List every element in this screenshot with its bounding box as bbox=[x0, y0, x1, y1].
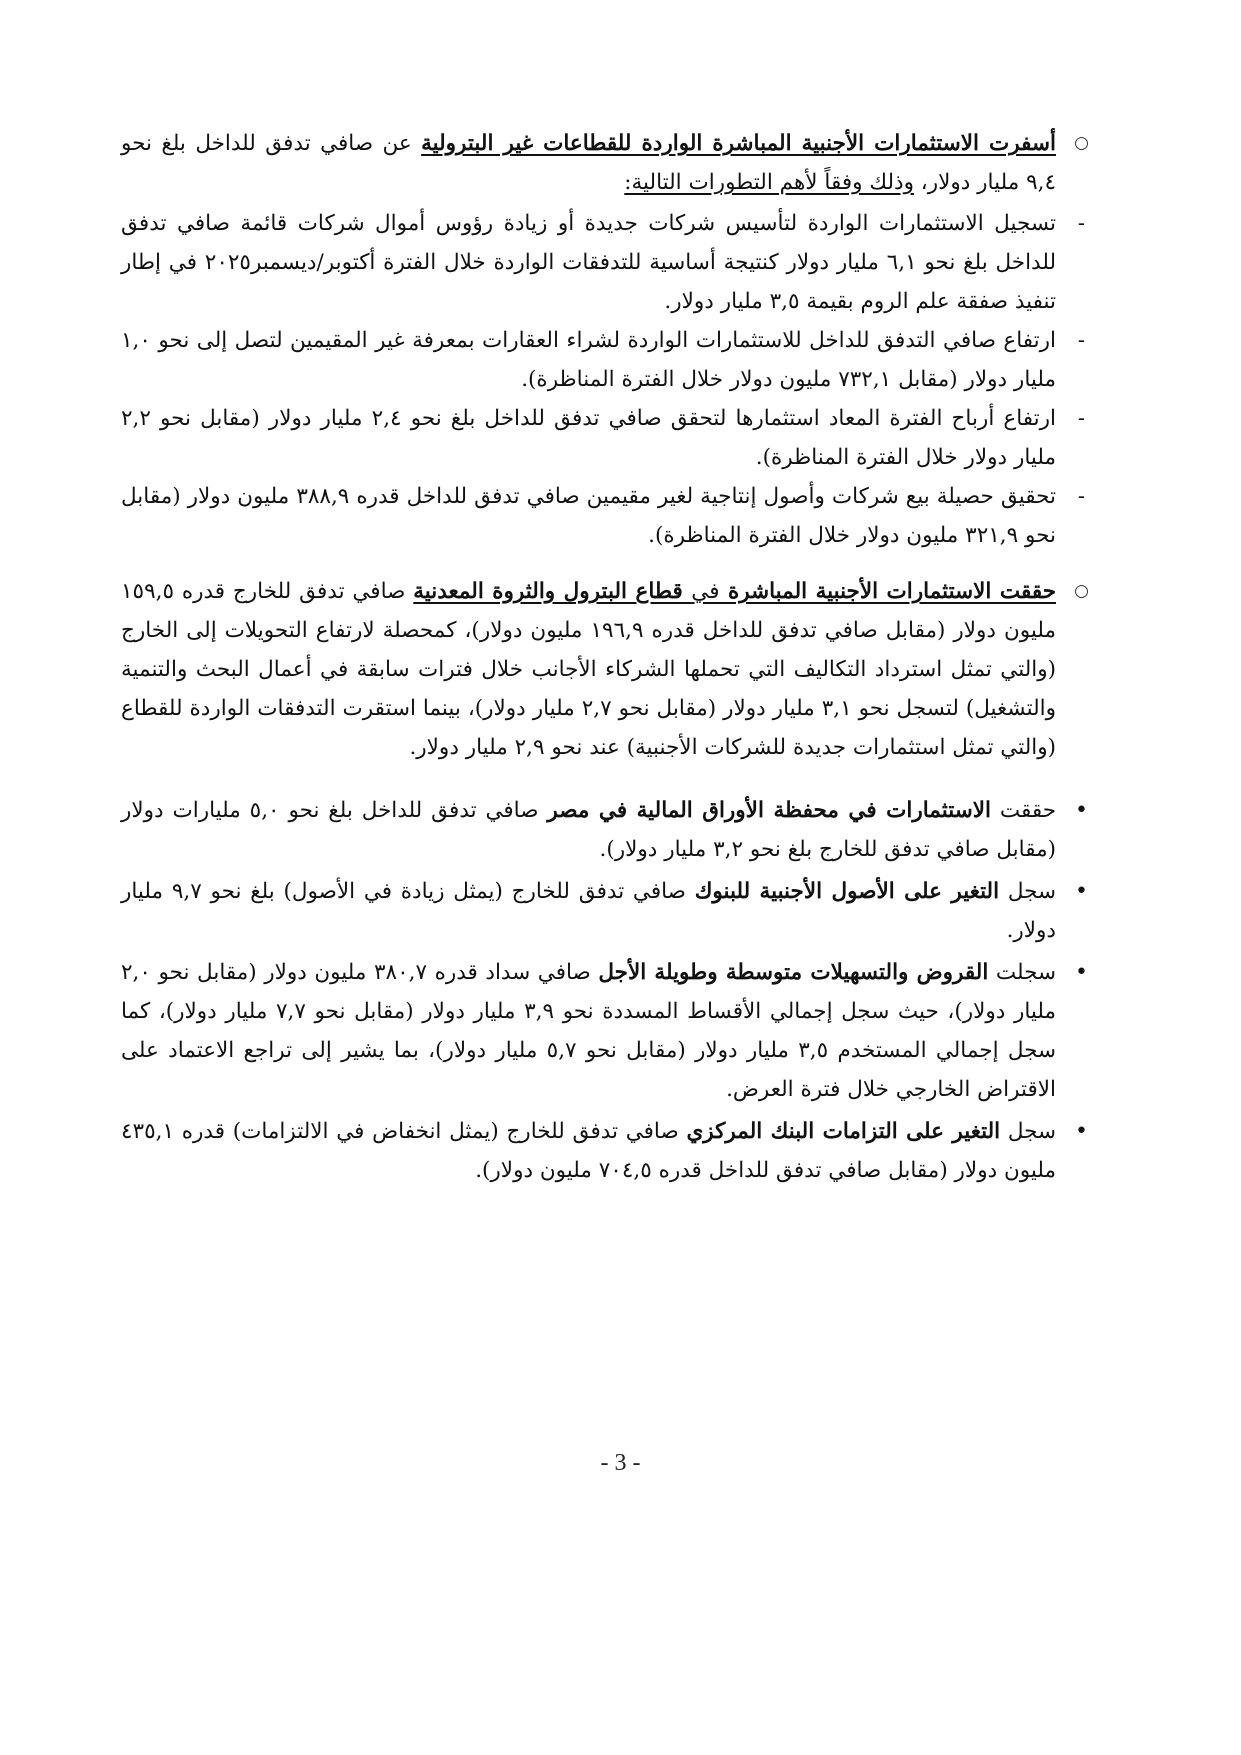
section-fdi-petroleum bbox=[121, 572, 1089, 767]
list-item-text: تسجيل الاستثمارات الواردة لتأسيس شركات جديدة أو زيادة رؤوس أموال شركات قائمة صافي تدفق للداخل بلغ نحو ٦,١ مليار دولار كنتيجة أساسية للتدفقات الواردة خلال الفترة أكتوبر/ديسمبر٢٠٢٥ في إطار تنفيذ صفقة علم الروم بقيمة ٣,٥ مليار دولار. bbox=[121, 211, 1056, 314]
fdi-developments-list bbox=[121, 204, 1085, 555]
fdi-non-petroleum-underlined: وذلك وفقاً لأهم التطورات التالية: bbox=[624, 170, 914, 195]
bullet-bold-text: القروض والتسهيلات متوسطة وطويلة الأجل bbox=[598, 960, 989, 985]
page-content bbox=[121, 124, 1089, 1190]
bullet-pre-text: حققت bbox=[990, 798, 1056, 823]
fdi-petroleum-paragraph bbox=[121, 572, 1089, 767]
bullet-bold-text: التغير على التزامات البنك المركزي bbox=[686, 1119, 1001, 1144]
fdi-petroleum-text: صافي تدفق للخارج قدره ١٥٩,٥ مليون دولار (مقابل صافي تدفق للداخل قدره ١٩٦,٩ مليون دولار)، كمحصلة لارتفاع التحويلات إلى الخارج (والتي تمثل استرداد التكاليف التي تحملها الشركاء الأجانب خلال فترات سابقة في أعمال البحث والتنمية والتشغيل) لتسجل نحو ٣,١ مليار دولار (مقابل نحو ٢,٧ مليار دولار)، بينما استقرت التدفقات الواردة للقطاع (والتي تمثل استثمارات جديدة للشركات الأجنبية) عند نحو ٢,٩ مليار دولار. bbox=[121, 579, 1056, 760]
bullet-item-portfolio bbox=[121, 791, 1088, 869]
fdi-petroleum-heading-part2: في bbox=[691, 579, 720, 604]
page-number: - 3 - bbox=[600, 1450, 641, 1476]
dash-bullet-icon: - bbox=[1077, 484, 1085, 508]
list-item-text: ارتفاع أرباح الفترة المعاد استثمارها لتحقق صافي تدفق للداخل بلغ نحو ٢,٤ مليار دولار (مقابل نحو ٢,٢ مليار دولار خلال الفترة المناظرة). bbox=[121, 406, 1056, 470]
bullet-pre-text: سجل bbox=[999, 879, 1056, 904]
solid-bullet-icon: • bbox=[1075, 960, 1088, 985]
dash-bullet-icon: - bbox=[1077, 328, 1085, 352]
dash-bullet-icon: - bbox=[1077, 211, 1085, 235]
solid-bullet-icon: • bbox=[1075, 798, 1088, 823]
hollow-circle-bullet-icon: ○ bbox=[1074, 581, 1089, 601]
list-item bbox=[121, 477, 1085, 555]
section-fdi-non-petroleum bbox=[121, 124, 1089, 555]
bullet-post-text: صافي سداد قدره ٣٨٠,٧ مليون دولار (مقابل نحو ٢,٠ مليار دولار)، حيث سجل إجمالي الأقساط المسددة نحو ٣,٩ مليار دولار (مقابل نحو ٧,٧ مليار دولار)، كما سجل إجمالي المستخدم ٣,٥ مليار دولار (مقابل نحو ٥,٧ مليار دولار)، بما يشير إلى تراجع الاعتماد على الاقتراض الخارجي خلال فترة العرض. bbox=[121, 960, 1056, 1102]
list-item bbox=[121, 321, 1085, 399]
fdi-non-petroleum-paragraph bbox=[121, 124, 1089, 202]
fdi-non-petroleum-heading: أسفرت الاستثمارات الأجنبية المباشرة الواردة للقطاعات غير البترولية bbox=[421, 131, 1056, 156]
list-item-text: تحقيق حصيلة بيع شركات وأصول إنتاجية لغير مقيمين صافي تدفق للداخل قدره ٣٨٨,٩ مليون دولار (مقابل نحو ٣٢١,٩ مليون دولار خلال الفترة المناظرة). bbox=[121, 484, 1056, 548]
list-item bbox=[121, 399, 1085, 477]
list-item bbox=[121, 204, 1085, 321]
solid-bullet-icon: • bbox=[1075, 1119, 1088, 1144]
bullet-pre-text: سجل bbox=[1000, 1119, 1057, 1144]
bullet-post-text: صافي تدفق للخارج (يمثل انخفاض في الالتزامات) قدره ٤٣٥,١ مليون دولار (مقابل صافي تدفق للداخل قدره ٧٠٤,٥ مليون دولار). bbox=[121, 1119, 1056, 1183]
bullet-post-text: صافي تدفق للداخل بلغ نحو ٥,٠ مليارات دولار (مقابل صافي تدفق للخارج بلغ نحو ٣,٢ مليار دولار). bbox=[121, 798, 1056, 862]
bullet-item-loans bbox=[121, 953, 1088, 1109]
bullet-pre-text: سجلت bbox=[988, 960, 1056, 985]
bullet-item-central-bank bbox=[121, 1112, 1088, 1190]
bullet-bold-text: التغير على الأصول الأجنبية للبنوك bbox=[694, 879, 1000, 904]
fdi-non-petroleum-text: عن صافي تدفق للداخل بلغ نحو ٩,٤ مليار دولار، bbox=[121, 131, 1056, 195]
dash-bullet-icon: - bbox=[1077, 406, 1085, 430]
solid-bullet-icon: • bbox=[1075, 879, 1088, 904]
fdi-petroleum-heading-part1: حققت الاستثمارات الأجنبية المباشرة bbox=[719, 579, 1056, 604]
list-item-text: ارتفاع صافي التدفق للداخل للاستثمارات الواردة لشراء العقارات بمعرفة غير المقيمين لتصل إلى نحو ١,٠ مليار دولار (مقابل ٧٣٢,١ مليون دولار خلال الفترة المناظرة). bbox=[121, 328, 1056, 392]
section-bullets bbox=[121, 791, 1088, 1190]
bullet-item-bank-assets bbox=[121, 872, 1088, 950]
bullet-bold-text: الاستثمارات في محفظة الأوراق المالية في مصر bbox=[547, 798, 991, 823]
fdi-petroleum-heading-part3: قطاع البترول والثروة المعدنية bbox=[413, 579, 692, 604]
hollow-circle-bullet-icon: ○ bbox=[1074, 133, 1089, 153]
bullet-post-text: صافي تدفق للخارج (يمثل زيادة في الأصول) بلغ نحو ٩,٧ مليار دولار. bbox=[121, 879, 1056, 943]
